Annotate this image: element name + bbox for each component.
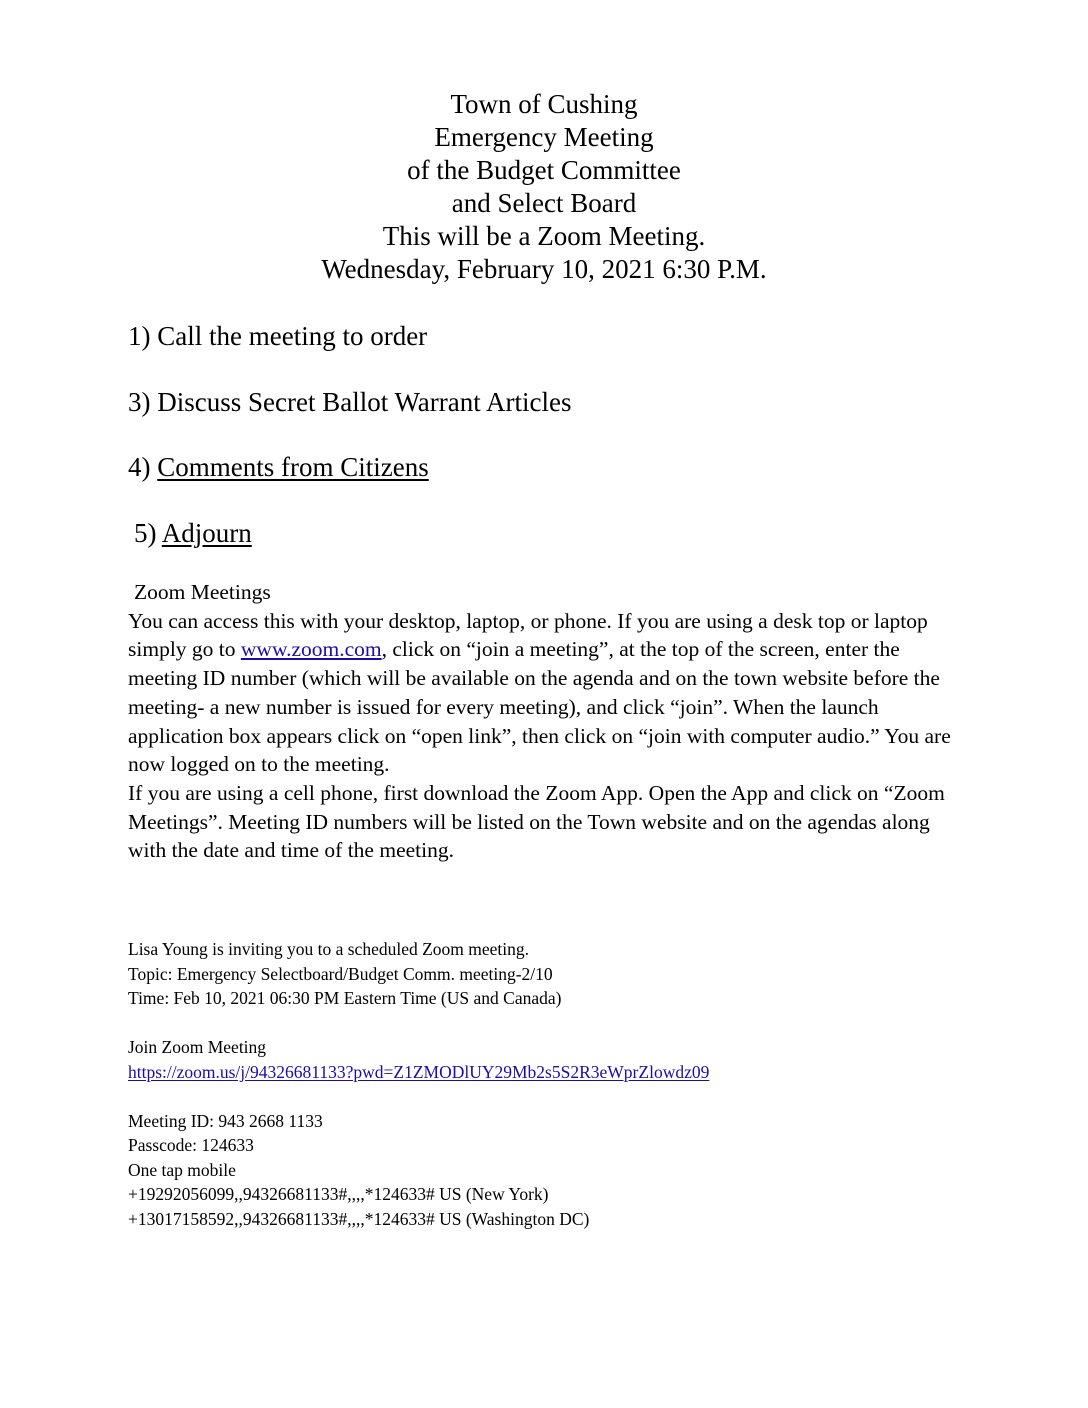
meeting-id: Meeting ID: 943 2668 1133	[128, 1110, 323, 1131]
zoom-phone-instructions: If you are using a cell phone, first download the Zoom App. Open the App and click on “Zoom Meetings”. Meeting ID numbers will be listed on the Town website and on the agendas along with the date and time of the meeting.	[128, 780, 945, 863]
invitation-topic: Topic: Emergency Selectboard/Budget Comm. meeting-2/10	[128, 963, 553, 984]
agenda-item-call-to-order	[128, 316, 571, 356]
zoom-section-title: Zoom Meetings	[134, 580, 271, 604]
agenda-item-text: Discuss Secret Ballot Warrant Articles	[157, 386, 572, 417]
meeting-header	[0, 88, 1088, 286]
zoom-desktop-instructions	[128, 607, 968, 779]
agenda-item-text: Call the meeting to order	[157, 321, 428, 351]
spacer	[128, 1011, 709, 1036]
agenda-item-number: 4)	[128, 452, 151, 482]
one-tap-label: One tap mobile	[128, 1159, 236, 1180]
join-meeting-link[interactable]: https://zoom.us/j/94326681133?pwd=Z1ZMODlUY29Mb2s5S2R3eWprZlowdz09	[128, 1061, 710, 1082]
zoom-invitation	[128, 937, 709, 1231]
header-line-board: and Select Board	[451, 188, 637, 218]
header-line-date: Wednesday, February 10, 2021 6:30 P.M.	[321, 254, 767, 284]
spacer	[128, 1084, 709, 1109]
agenda-item-text: Adjourn	[161, 517, 252, 548]
invitation-time: Time: Feb 10, 2021 06:30 PM Eastern Time (US and Canada)	[128, 988, 562, 1008]
instructions-text: You can access this with your desktop, laptop, or phone. If you are using a desk top or laptop simply go to	[128, 608, 928, 662]
one-tap-number-new-york: +19292056099,,94326681133#,,,,*124633# US (New York)	[128, 1184, 549, 1204]
agenda-item-text: Comments from Citizens	[157, 452, 429, 482]
agenda-item-number: 1)	[128, 321, 151, 351]
instructions-text-continued: , click on “join a meeting”, at the top of the screen, enter the meeting ID number (which will be available on the agenda and on the town website before the meeting- a new number is issued for every meeting), and click “join”. When the launch application box appears click on “open link”, then click on “join with computer audio.” You are now logged on to the meeting.	[128, 637, 951, 777]
invitation-intro: Lisa Young is inviting you to a scheduled Zoom meeting.	[128, 939, 530, 959]
agenda-list	[128, 316, 571, 553]
join-label: Join Zoom Meeting	[128, 1037, 267, 1057]
zoom-instructions	[128, 578, 968, 865]
header-line-format: This will be a Zoom Meeting.	[382, 221, 706, 251]
agenda-item-adjourn	[128, 513, 571, 553]
header-line-town: Town of Cushing	[450, 89, 638, 119]
header-line-committee: of the Budget Committee	[407, 155, 681, 185]
passcode: Passcode: 124633	[128, 1135, 254, 1155]
zoom-website-link[interactable]: www.zoom.com	[240, 637, 382, 662]
one-tap-number-washington: +13017158592,,94326681133#,,,,*124633# US (Washington DC)	[128, 1208, 590, 1229]
agenda-item-secret-ballot	[128, 382, 571, 422]
header-line-meeting-type: Emergency Meeting	[434, 122, 654, 152]
agenda-item-number: 3)	[128, 386, 151, 417]
agenda-item-number: 5)	[134, 517, 157, 548]
agenda-item-comments	[128, 447, 571, 487]
